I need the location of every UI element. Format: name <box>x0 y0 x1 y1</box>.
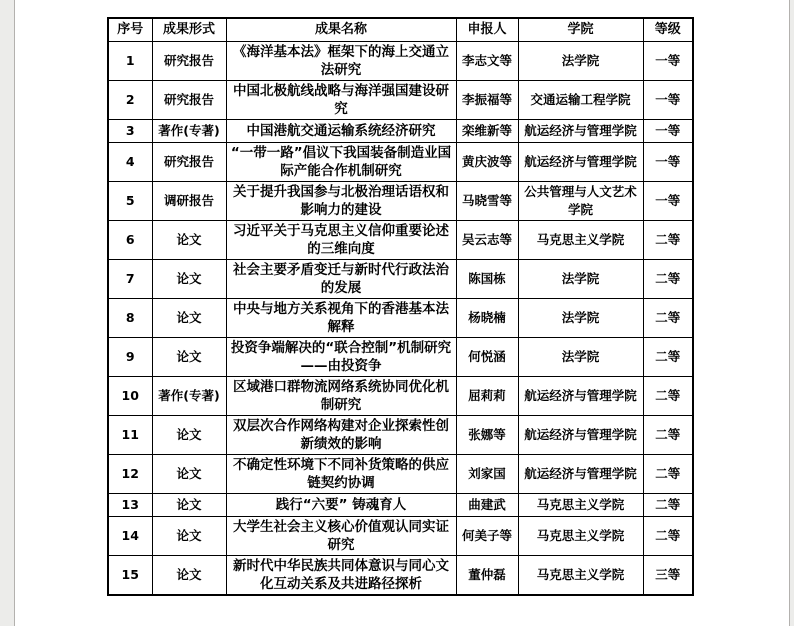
cell-grade: 一等 <box>643 182 693 221</box>
cell-name: 中国北极航线战略与海洋强国建设研究 <box>226 81 456 120</box>
cell-grade: 二等 <box>643 377 693 416</box>
col-header-college: 学院 <box>518 18 643 42</box>
cell-applicant: 马晓雪等 <box>456 182 518 221</box>
cell-no: 15 <box>108 556 152 596</box>
cell-college: 法学院 <box>518 338 643 377</box>
cell-name: 社会主要矛盾变迁与新时代行政法治的发展 <box>226 260 456 299</box>
cell-college: 公共管理与人文艺术学院 <box>518 182 643 221</box>
cell-grade: 二等 <box>643 416 693 455</box>
cell-form: 论文 <box>152 517 226 556</box>
document-page <box>107 17 694 596</box>
cell-college: 航运经济与管理学院 <box>518 120 643 143</box>
cell-applicant: 吴云志等 <box>456 221 518 260</box>
cell-name: 新时代中华民族共同体意识与同心文化互动关系及共进路径探析 <box>226 556 456 596</box>
table-row <box>108 494 693 517</box>
table-row <box>108 455 693 494</box>
cell-form: 著作(专著) <box>152 377 226 416</box>
cell-applicant: 屈莉莉 <box>456 377 518 416</box>
table-row <box>108 299 693 338</box>
cell-name: 双层次合作网络构建对企业探索性创新绩效的影响 <box>226 416 456 455</box>
table-row <box>108 556 693 596</box>
col-header-applicant: 申报人 <box>456 18 518 42</box>
cell-name: “一带一路”倡议下我国装备制造业国际产能合作机制研究 <box>226 143 456 182</box>
cell-no: 9 <box>108 338 152 377</box>
cell-name: 《海洋基本法》框架下的海上交通立法研究 <box>226 42 456 81</box>
page-right-margin <box>789 0 794 626</box>
cell-applicant: 栾维新等 <box>456 120 518 143</box>
cell-name: 投资争端解决的“联合控制”机制研究——由投资争 <box>226 338 456 377</box>
cell-grade: 一等 <box>643 120 693 143</box>
table-row <box>108 81 693 120</box>
cell-no: 10 <box>108 377 152 416</box>
cell-form: 论文 <box>152 494 226 517</box>
cell-applicant: 何美子等 <box>456 517 518 556</box>
cell-applicant: 曲建武 <box>456 494 518 517</box>
page-left-margin <box>0 0 15 626</box>
cell-name: 不确定性环境下不同补货策略的供应链契约协调 <box>226 455 456 494</box>
table-row <box>108 221 693 260</box>
cell-form: 论文 <box>152 455 226 494</box>
cell-name: 区域港口群物流网络系统协同优化机制研究 <box>226 377 456 416</box>
cell-applicant: 黄庆波等 <box>456 143 518 182</box>
cell-college: 马克思主义学院 <box>518 517 643 556</box>
cell-form: 调研报告 <box>152 182 226 221</box>
cell-grade: 二等 <box>643 299 693 338</box>
cell-college: 航运经济与管理学院 <box>518 455 643 494</box>
cell-no: 14 <box>108 517 152 556</box>
cell-no: 6 <box>108 221 152 260</box>
cell-no: 11 <box>108 416 152 455</box>
table-row <box>108 182 693 221</box>
cell-name: 中央与地方关系视角下的香港基本法解释 <box>226 299 456 338</box>
table-row <box>108 42 693 81</box>
cell-no: 4 <box>108 143 152 182</box>
cell-form: 论文 <box>152 221 226 260</box>
cell-grade: 二等 <box>643 260 693 299</box>
cell-grade: 二等 <box>643 494 693 517</box>
cell-name: 关于提升我国参与北极治理话语权和影响力的建设 <box>226 182 456 221</box>
cell-form: 论文 <box>152 416 226 455</box>
cell-applicant: 李振福等 <box>456 81 518 120</box>
cell-no: 12 <box>108 455 152 494</box>
table-row <box>108 416 693 455</box>
table-row <box>108 338 693 377</box>
cell-college: 马克思主义学院 <box>518 556 643 596</box>
cell-form: 论文 <box>152 260 226 299</box>
cell-college: 法学院 <box>518 299 643 338</box>
cell-name: 中国港航交通运输系统经济研究 <box>226 120 456 143</box>
cell-grade: 一等 <box>643 81 693 120</box>
cell-college: 航运经济与管理学院 <box>518 416 643 455</box>
cell-no: 5 <box>108 182 152 221</box>
cell-applicant: 李志文等 <box>456 42 518 81</box>
cell-applicant: 张娜等 <box>456 416 518 455</box>
cell-name: 习近平关于马克思主义信仰重要论述的三维向度 <box>226 221 456 260</box>
cell-college: 马克思主义学院 <box>518 494 643 517</box>
cell-grade: 二等 <box>643 517 693 556</box>
header-row <box>108 18 693 42</box>
table-row <box>108 120 693 143</box>
cell-no: 3 <box>108 120 152 143</box>
cell-college: 航运经济与管理学院 <box>518 143 643 182</box>
cell-grade: 二等 <box>643 455 693 494</box>
cell-form: 论文 <box>152 556 226 596</box>
col-header-grade: 等级 <box>643 18 693 42</box>
cell-grade: 二等 <box>643 338 693 377</box>
cell-form: 研究报告 <box>152 81 226 120</box>
cell-applicant: 陈国栋 <box>456 260 518 299</box>
cell-no: 8 <box>108 299 152 338</box>
cell-no: 7 <box>108 260 152 299</box>
cell-applicant: 董仲磊 <box>456 556 518 596</box>
cell-applicant: 杨晓楠 <box>456 299 518 338</box>
cell-applicant: 何悦涵 <box>456 338 518 377</box>
col-header-name: 成果名称 <box>226 18 456 42</box>
col-header-form: 成果形式 <box>152 18 226 42</box>
cell-form: 论文 <box>152 338 226 377</box>
cell-form: 研究报告 <box>152 42 226 81</box>
cell-grade: 二等 <box>643 221 693 260</box>
cell-college: 法学院 <box>518 260 643 299</box>
col-header-no: 序号 <box>108 18 152 42</box>
cell-college: 法学院 <box>518 42 643 81</box>
cell-form: 著作(专著) <box>152 120 226 143</box>
table-row <box>108 517 693 556</box>
cell-grade: 一等 <box>643 143 693 182</box>
cell-grade: 三等 <box>643 556 693 596</box>
cell-no: 1 <box>108 42 152 81</box>
cell-college: 交通运输工程学院 <box>518 81 643 120</box>
table-body <box>108 42 693 596</box>
cell-name: 践行“六要” 铸魂育人 <box>226 494 456 517</box>
table-row <box>108 260 693 299</box>
table-row <box>108 377 693 416</box>
table-row <box>108 143 693 182</box>
cell-college: 航运经济与管理学院 <box>518 377 643 416</box>
cell-form: 研究报告 <box>152 143 226 182</box>
cell-name: 大学生社会主义核心价值观认同实证研究 <box>226 517 456 556</box>
cell-grade: 一等 <box>643 42 693 81</box>
cell-college: 马克思主义学院 <box>518 221 643 260</box>
cell-no: 13 <box>108 494 152 517</box>
cell-no: 2 <box>108 81 152 120</box>
cell-form: 论文 <box>152 299 226 338</box>
cell-applicant: 刘家国 <box>456 455 518 494</box>
results-table <box>107 17 694 596</box>
